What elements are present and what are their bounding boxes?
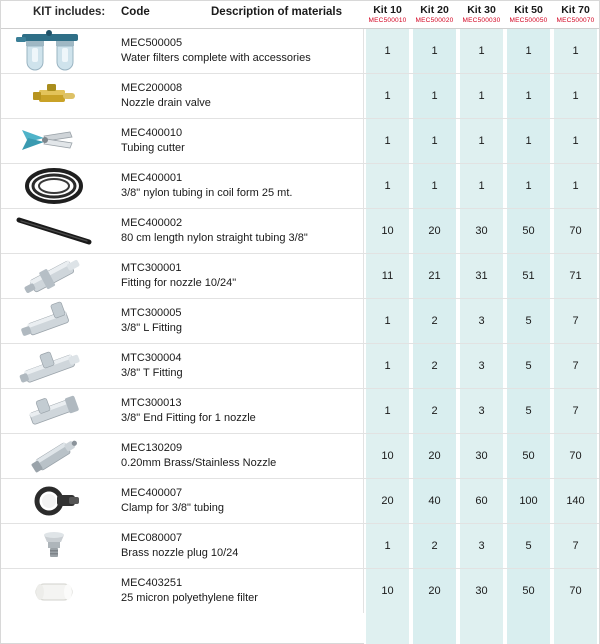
product-description: 3/8" T Fitting [121,367,183,379]
qty-kit-10: 20 [381,495,394,507]
qty-kit-50: 1 [525,180,532,192]
kit-name: Kit 20 [420,4,449,16]
qty-kit-70: 71 [569,270,582,282]
table-row [1,434,599,479]
product-image [1,74,107,118]
qty-kit-20: 20 [428,225,441,237]
tubing-cutter-icon [14,122,94,160]
qty-kit-10: 1 [384,540,391,552]
qty-kit-30: 3 [478,315,485,327]
qty-kit-10: 11 [381,270,394,282]
column-header-description: Description of materials [211,6,343,18]
qty-kit-10: 1 [384,90,391,102]
product-code: MTC300013 [121,397,182,409]
qty-kit-70: 70 [569,585,582,597]
qty-kit-50: 5 [525,540,532,552]
qty-kit-50: 5 [525,315,532,327]
qty-kit-10: 1 [384,45,391,57]
kit-name: Kit 70 [561,4,590,16]
qty-kit-30: 1 [478,135,485,147]
straight-tubing-icon [11,214,97,248]
product-code: MEC130209 [121,442,183,454]
product-info [107,119,364,163]
polyethylene-filter-icon [22,574,86,608]
product-code: MTC300001 [121,262,182,274]
nozzle-drain-valve-icon [19,78,89,114]
qty-kit-10: 10 [381,450,394,462]
column-header-kit-50 [505,1,552,25]
product-code: MEC400007 [121,487,183,499]
product-image [1,389,107,433]
table-row [1,254,599,299]
table-body [1,29,599,644]
qty-kit-70: 70 [569,225,582,237]
product-description: Water filters complete with accessories [121,52,311,64]
product-code: MEC400002 [121,217,183,229]
product-info [107,254,364,298]
product-description: 0.20mm Brass/Stainless Nozzle [121,457,277,469]
kit-name: Kit 30 [467,4,496,16]
qty-kit-30: 30 [475,585,488,597]
qty-kit-10: 1 [384,360,391,372]
qty-kit-50: 5 [525,360,532,372]
table-row [1,299,599,344]
qty-kit-30: 30 [475,225,488,237]
product-code: MEC500005 [121,37,183,49]
kit-code: MEC500010 [368,17,407,24]
product-code: MEC200008 [121,82,183,94]
qty-kit-30: 3 [478,540,485,552]
brass-nozzle-plug-icon [24,527,84,565]
column-header-code: Code [121,6,150,18]
brass-nozzle-icon [14,436,94,476]
water-filter-housings-icon [8,30,100,72]
table-row [1,569,599,613]
qty-kit-50: 100 [519,495,538,507]
table-row [1,389,599,434]
table-row [1,479,599,524]
product-image [1,209,107,253]
table-row [1,29,599,74]
nozzle-fitting-icon [12,256,96,296]
qty-kit-20: 1 [431,135,438,147]
product-image [1,479,107,523]
product-image [1,119,107,163]
product-description: 3/8" End Fitting for 1 nozzle [121,412,256,424]
qty-kit-20: 20 [428,450,441,462]
product-code: MEC403251 [121,577,183,589]
qty-kit-30: 60 [475,495,488,507]
product-info [107,299,364,343]
product-info [107,524,364,568]
kit-name: Kit 50 [514,4,543,16]
product-image [1,299,107,343]
qty-kit-70: 1 [572,45,579,57]
qty-kit-50: 50 [522,585,535,597]
qty-kit-70: 7 [572,405,579,417]
qty-kit-20: 2 [431,540,438,552]
product-code: MEC400010 [121,127,183,139]
column-header-kit-10 [364,1,411,25]
kit-includes-label: KIT includes: [33,6,106,18]
t-fitting-icon [12,346,96,386]
product-info [107,434,364,478]
product-code: MTC300004 [121,352,182,364]
qty-kit-10: 10 [381,585,394,597]
qty-kit-70: 7 [572,540,579,552]
qty-kit-20: 21 [428,270,441,282]
product-description: Clamp for 3/8" tubing [121,502,224,514]
qty-kit-70: 1 [572,90,579,102]
qty-kit-20: 20 [428,585,441,597]
qty-kit-30: 1 [478,45,485,57]
product-info [107,479,364,523]
table-row [1,164,599,209]
kit-name: Kit 10 [373,4,402,16]
product-code: MEC400001 [121,172,183,184]
product-description: Brass nozzle plug 10/24 [121,547,239,559]
qty-kit-10: 1 [384,315,391,327]
table-row [1,524,599,569]
product-info [107,209,364,253]
product-info [107,164,364,208]
qty-kit-20: 40 [428,495,441,507]
tubing-clamp-icon [19,481,89,521]
column-header-kit-70 [552,1,599,25]
product-info [107,389,364,433]
table-header [1,1,599,29]
qty-kit-70: 140 [566,495,585,507]
qty-kit-10: 1 [384,135,391,147]
product-description: 3/8" L Fitting [121,322,182,334]
qty-kit-30: 30 [475,450,488,462]
product-description: Nozzle drain valve [121,97,211,109]
qty-kit-50: 1 [525,90,532,102]
end-fitting-icon [12,391,96,431]
qty-kit-20: 1 [431,180,438,192]
product-code: MTC300005 [121,307,182,319]
qty-kit-50: 50 [522,225,535,237]
qty-kit-20: 1 [431,45,438,57]
qty-kit-70: 70 [569,450,582,462]
qty-kit-30: 1 [478,180,485,192]
product-info [107,569,364,613]
qty-kit-50: 1 [525,45,532,57]
qty-kit-30: 3 [478,360,485,372]
product-description: Fitting for nozzle 10/24" [121,277,237,289]
product-image [1,254,107,298]
qty-kit-50: 5 [525,405,532,417]
product-image [1,29,107,73]
nylon-tubing-coil-icon [18,166,90,206]
qty-kit-70: 7 [572,315,579,327]
qty-kit-10: 10 [381,225,394,237]
qty-kit-50: 1 [525,135,532,147]
product-description: 80 cm length nylon straight tubing 3/8" [121,232,308,244]
kit-code: MEC500030 [462,17,501,24]
qty-kit-20: 2 [431,315,438,327]
product-code: MEC080007 [121,532,183,544]
product-image [1,344,107,388]
qty-kit-70: 1 [572,180,579,192]
product-description: 3/8" nylon tubing in coil form 25 mt. [121,187,293,199]
product-info [107,29,364,73]
l-fitting-icon [12,301,96,341]
qty-kit-70: 7 [572,360,579,372]
product-description: 25 micron polyethylene filter [121,592,258,604]
column-header-kit-20 [411,1,458,25]
product-description: Tubing cutter [121,142,185,154]
kit-code: MEC500020 [415,17,454,24]
product-image [1,434,107,478]
qty-kit-50: 51 [522,270,535,282]
qty-kit-10: 1 [384,180,391,192]
table-row [1,119,599,164]
column-header-kit-30 [458,1,505,25]
qty-kit-20: 2 [431,405,438,417]
kit-code: MEC500050 [509,17,548,24]
qty-kit-70: 1 [572,135,579,147]
qty-kit-30: 1 [478,90,485,102]
qty-kit-30: 3 [478,405,485,417]
product-image [1,569,107,613]
table-row [1,74,599,119]
table-row [1,344,599,389]
qty-kit-20: 2 [431,360,438,372]
product-image [1,164,107,208]
table-row [1,209,599,254]
qty-kit-20: 1 [431,90,438,102]
qty-kit-30: 31 [475,270,488,282]
product-info [107,344,364,388]
product-image [1,524,107,568]
qty-kit-50: 50 [522,450,535,462]
kit-code: MEC500070 [556,17,595,24]
product-info [107,74,364,118]
qty-kit-10: 1 [384,405,391,417]
